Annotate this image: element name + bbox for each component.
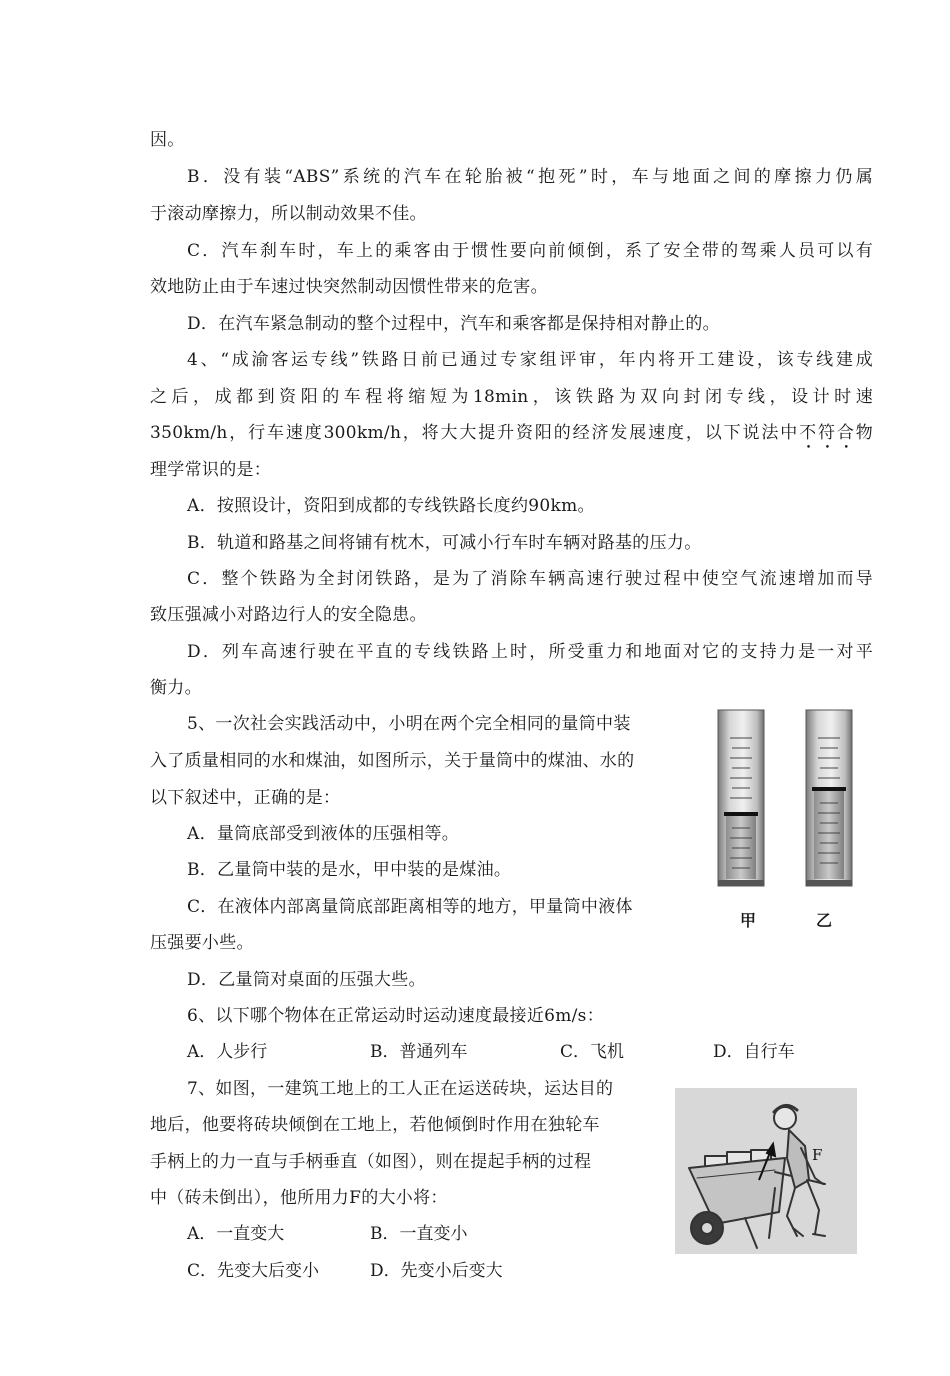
q4-option-c-line2: 致压强减小对路边行人的安全隐患。 [150,605,427,625]
q4-stem-line1: 4、“成渝客运专线”铁路日前已通过专家组评审，年内将开工建设，该专线建成 [187,350,873,370]
q6-option-d: D．自行车 [713,1042,795,1062]
q4-stem-line3-end: 物 [855,423,874,443]
cylinder-jia [718,710,764,886]
q3-option-c-line2: 效地防止由于车速过快突然制动因惯性带来的危害。 [150,277,548,297]
q4-stem-line2: 之后，成都到资阳的车程将缩短为18min，该铁路为双向封闭专线，设计时速 [150,387,873,407]
wheelbarrow-worker-figure [675,1088,857,1254]
q7-stem-line2: 地后，他要将砖块倾倒在工地上，若他倾倒时作用在独轮车 [150,1115,600,1135]
q7-stem-line3: 手柄上的力一直与手柄垂直（如图），则在提起手柄的过程 [150,1152,592,1172]
q7-option-b: B．一直变小 [370,1224,468,1244]
q4-stem-line4: 理学常识的是： [150,460,272,480]
q4-option-b: B．轨道和路基之间将铺有枕木，可减小行车时车辆对路基的压力。 [187,533,702,553]
q6-option-b: B．普通列车 [370,1042,468,1062]
q5-option-b: B．乙量筒中装的是水，甲中装的是煤油。 [187,860,512,880]
cylinder-yi [806,710,852,886]
q7-option-c: C．先变大后变小 [187,1261,320,1281]
q7-stem-line4: 中（砖未倒出），他所用力F的大小将： [150,1188,448,1208]
q4-option-a: A．按照设计，资阳到成都的专线铁路长度约90km。 [187,496,595,516]
q5-option-d: D．乙量筒对桌面的压强大些。 [187,970,426,990]
q5-stem-line1: 5、一次社会实践活动中，小明在两个完全相同的量筒中装 [187,714,631,734]
cylinder-label-yi: 乙 [816,911,833,930]
q6-option-c: C．飞机 [560,1042,625,1062]
q4-option-c-line1: C．整个铁路为全封闭铁路，是为了消除车辆高速行驶过程中使空气流速增加而导 [187,569,873,589]
q3-option-d: D．在汽车紧急制动的整个过程中，汽车和乘客都是保持相对静止的。 [187,314,720,334]
measuring-cylinders-figure [716,708,856,888]
q4-option-d-line2: 衡力。 [150,678,202,698]
q4-emphasis-not-conform: 不符合 [799,423,856,443]
q7-option-a: A．一直变大 [187,1224,285,1244]
q4-option-d-line1: D．列车高速行驶在平直的专线铁路上时，所受重力和地面对它的支持力是一对平 [187,642,873,662]
q6-option-a: A．人步行 [187,1042,268,1062]
q4-stem-line3-start: 350km/h，行车速度300km/h，将大大提升资阳的经济发展速度，以下说法中 [150,423,800,443]
q3-option-b-line1: B．没有装“ABS”系统的汽车在轮胎被“抱死”时，车与地面之间的摩擦力仍属 [187,167,873,187]
q4-stem-line3 [150,421,873,453]
q3-line-tail: 因。 [150,130,185,150]
q5-stem-line3: 以下叙述中，正确的是： [150,788,341,808]
q6-stem: 6、以下哪个物体在正常运动时运动速度最接近6m/s： [187,1006,605,1026]
q5-option-c-line2: 压强要小些。 [150,933,254,953]
q3-option-c-line1: C．汽车刹车时，车上的乘客由于惯性要向前倾倒，系了安全带的驾乘人员可以有 [187,241,873,261]
q5-option-a: A．量筒底部受到液体的压强相等。 [187,824,460,844]
q5-option-c-line1: C．在液体内部离量筒底部距离相等的地方，甲量筒中液体 [187,897,633,917]
q7-option-d: D．先变小后变大 [370,1261,503,1281]
q7-stem-line1: 7、如图，一建筑工地上的工人正在运送砖块，运达目的 [187,1079,614,1099]
cylinder-label-jia: 甲 [740,911,757,930]
q3-option-b-line2: 于滚动摩擦力，所以制动效果不佳。 [150,204,427,224]
q5-stem-line2: 入了质量相同的水和煤油，如图所示，关于量筒中的煤油、水的 [150,751,635,771]
force-label: F [812,1146,823,1164]
